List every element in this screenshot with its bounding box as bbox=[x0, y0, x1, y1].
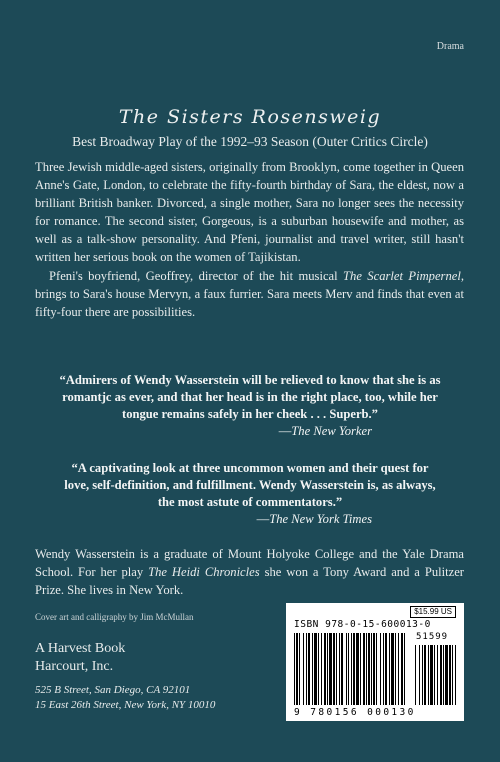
barcode-bar bbox=[363, 633, 365, 705]
barcode-bar bbox=[351, 633, 352, 705]
cover-credit: Cover art and calligraphy by Jim McMullan bbox=[35, 612, 194, 622]
description-text: Pfeni's boyfriend, Geoffrey, director of the hit musical bbox=[49, 268, 344, 283]
barcode-addon-bar bbox=[449, 645, 451, 705]
review-quote-2 bbox=[58, 460, 442, 528]
address-line-2: 15 East 26th Street, New York, NY 10010 bbox=[35, 699, 216, 711]
description-text: , brings to Sara's house Mervyn, a faux furrier. Sara meets Merv and finds that even at fifty-four there are possibilities. bbox=[35, 268, 464, 319]
ean-number: 9 780156 000130 bbox=[294, 707, 416, 718]
author-name: Wendy Wasserstein bbox=[35, 547, 135, 561]
description-paragraph-1: Three Jewish middle-aged sisters, originally from Brooklyn, come together in Queen Anne's Gate, London, to celebrate the fifty-fourth birthday of Sara, the eldest, now a brilliant British banker. Divorced, a single mother, Sara no longer sees the necessity for romance. The second sister, Gorgeous, is a suburban housewife and mother, as well as a talk-show personality. And Pfeni, journalist and travel writer, still hasn't written her serious book on the women of Tajikistan. bbox=[35, 160, 464, 265]
isbn-label: ISBN 978-0-15-600013-0 bbox=[294, 619, 431, 630]
barcode-addon-bar bbox=[430, 645, 433, 705]
description-paragraph-2 bbox=[35, 267, 464, 321]
barcode-bar bbox=[308, 633, 310, 705]
barcode-bar bbox=[353, 633, 355, 705]
quote-dash: — bbox=[256, 512, 270, 526]
barcode-bar bbox=[339, 633, 340, 705]
author-bio bbox=[35, 545, 464, 599]
quote-text: “A captivating look at three uncommon women and their quest for love, self-definition, and fulfillment. Wendy Wasserstein is, as always, the most astute of commentators.” bbox=[64, 461, 436, 509]
barcode-bar bbox=[401, 633, 403, 705]
publisher-name: Harcourt, Inc. bbox=[35, 659, 114, 674]
barcode-bar bbox=[314, 633, 317, 705]
barcode-bar bbox=[296, 633, 298, 705]
barcode-bar bbox=[356, 633, 359, 705]
barcode-bar bbox=[321, 633, 322, 705]
barcode-bar bbox=[333, 633, 335, 705]
barcode-addon-bar bbox=[455, 645, 456, 705]
quote-dash: — bbox=[278, 424, 292, 438]
barcode-addon-number: 51599 bbox=[416, 632, 449, 642]
barcode-bar bbox=[380, 633, 381, 705]
award-subtitle: Best Broadway Play of the 1992–93 Season (Outer Critics Circle) bbox=[72, 134, 428, 149]
barcode-bars bbox=[294, 633, 458, 707]
barcode-bar bbox=[373, 633, 375, 705]
barcode-bar bbox=[404, 633, 405, 705]
genre-label: Drama bbox=[436, 41, 464, 52]
barcode-addon-bar bbox=[443, 645, 444, 705]
barcode-addon-bar bbox=[445, 645, 448, 705]
barcode-bar bbox=[327, 633, 328, 705]
barcode-bar bbox=[383, 633, 384, 705]
quote-source bbox=[58, 423, 442, 440]
barcode-bar bbox=[368, 633, 370, 705]
barcode-addon-bar bbox=[415, 645, 416, 705]
quote-text: “Admirers of Wendy Wasserstein will be relieved to know that she is as romantjc as ever, and that her head is in the right place, too, while her tongue remains safely in her cheek . . . Superb.” bbox=[59, 373, 441, 421]
barcode-bar bbox=[329, 633, 332, 705]
barcode-bar bbox=[376, 633, 377, 705]
barcode-addon-bar bbox=[434, 645, 435, 705]
barcode-bar bbox=[371, 633, 372, 705]
review-quote-1 bbox=[58, 372, 442, 440]
quote-source-name: The New Yorker bbox=[291, 424, 372, 438]
quote-source-name: The New York Times bbox=[269, 512, 372, 526]
barcode-bar bbox=[346, 633, 347, 705]
barcode-addon-bar bbox=[428, 645, 429, 705]
barcode-bar bbox=[395, 633, 396, 705]
barcode-bar bbox=[341, 633, 343, 705]
barcode-bar bbox=[385, 633, 387, 705]
barcode-addon-bar bbox=[422, 645, 423, 705]
barcode-bar bbox=[391, 633, 394, 705]
barcode-addon-bar bbox=[440, 645, 442, 705]
bio-text: is a graduate of Mount Holyoke College and the Yale Drama School. For her play bbox=[35, 547, 464, 580]
barcode-bar bbox=[398, 633, 399, 705]
barcode-bar bbox=[306, 633, 307, 705]
barcode-bar bbox=[294, 633, 295, 705]
publisher-address bbox=[35, 683, 215, 713]
publisher-block bbox=[35, 640, 125, 676]
play-title: The Heidi Chronicles bbox=[148, 565, 260, 580]
price-label: $15.99 US bbox=[410, 606, 456, 618]
barcode-bar bbox=[324, 633, 326, 705]
address-line-1: 525 B Street, San Diego, CA 92101 bbox=[35, 684, 191, 696]
quote-source bbox=[58, 511, 442, 528]
barcode-bar bbox=[360, 633, 361, 705]
barcode-addon-bar bbox=[452, 645, 453, 705]
barcode-addon-bar bbox=[437, 645, 438, 705]
barcode-bar bbox=[389, 633, 390, 705]
barcode-addon-bar bbox=[419, 645, 420, 705]
barcode-bar bbox=[299, 633, 300, 705]
barcode-panel bbox=[286, 603, 464, 721]
description bbox=[35, 158, 464, 321]
publisher-imprint: A Harvest Book bbox=[35, 641, 126, 656]
bio-text: she won a Tony Award and a Pulitzer Prize. She lives in New York. bbox=[35, 565, 464, 598]
barcode-bar bbox=[318, 633, 319, 705]
barcode-addon-bar bbox=[424, 645, 426, 705]
musical-title: The Scarlet Pimpernel bbox=[343, 268, 461, 283]
book-title: The Sisters Rosensweig bbox=[118, 106, 382, 128]
barcode-bar bbox=[312, 633, 313, 705]
barcode-bar bbox=[303, 633, 304, 705]
barcode-bar bbox=[366, 633, 367, 705]
barcode-bar bbox=[348, 633, 349, 705]
barcode-bar bbox=[336, 633, 337, 705]
